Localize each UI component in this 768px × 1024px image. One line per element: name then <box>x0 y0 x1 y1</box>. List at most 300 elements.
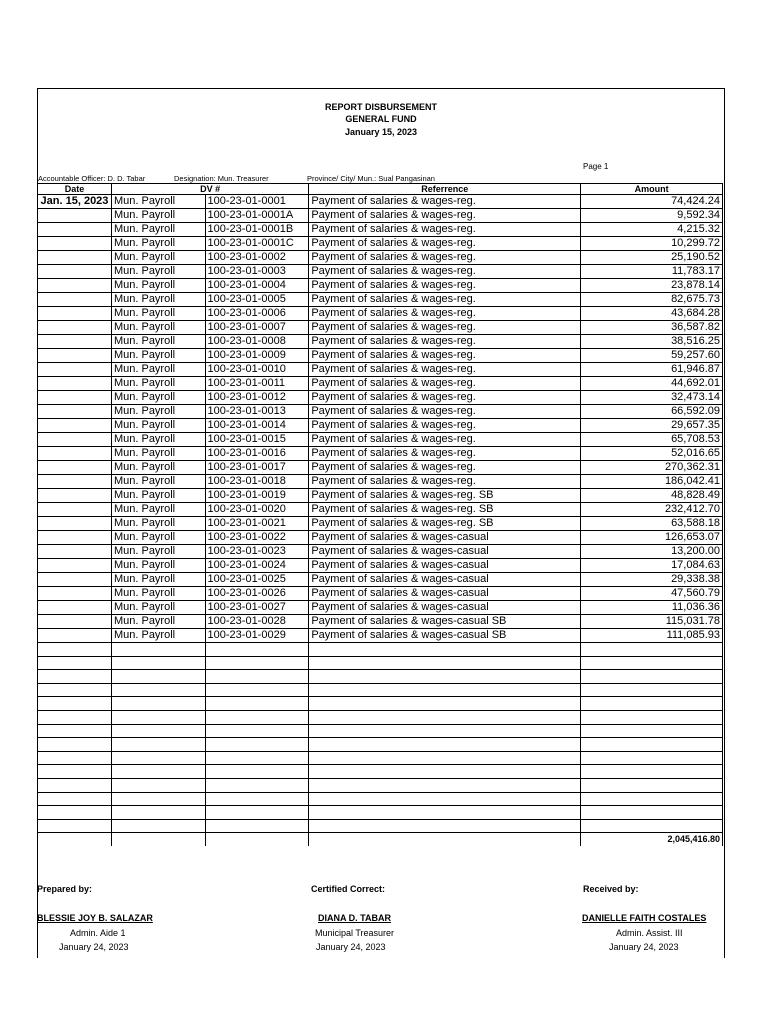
amount-cell: 11,036.36 <box>581 601 723 615</box>
amount-cell: 126,653.07 <box>581 531 723 545</box>
reference-cell: Payment of salaries & wages-reg. <box>309 405 581 419</box>
total-row <box>38 833 723 847</box>
table-row <box>38 545 723 559</box>
reference-cell: Payment of salaries & wages-reg. <box>309 209 581 223</box>
date-cell <box>38 307 112 321</box>
dv-number-cell: 100-23-01-0001 <box>205 195 309 209</box>
empty-cell <box>38 751 112 765</box>
empty-cell <box>38 738 112 752</box>
certified-title: Municipal Treasurer <box>315 928 395 938</box>
reference-cell: Payment of salaries & wages-casual <box>309 559 581 573</box>
empty-cell <box>581 792 723 806</box>
dv-number-cell: 100-23-01-0016 <box>205 447 309 461</box>
table-row <box>38 307 723 321</box>
empty-cell <box>581 806 723 820</box>
payee-cell: Mun. Payroll <box>111 447 205 461</box>
table-row <box>38 209 723 223</box>
empty-cell <box>111 792 205 806</box>
date-cell <box>38 489 112 503</box>
dv-number-cell: 100-23-01-0029 <box>205 629 309 643</box>
empty-row <box>38 738 723 752</box>
amount-cell: 11,783.17 <box>581 265 723 279</box>
empty-cell <box>205 724 309 738</box>
table-body <box>38 195 723 847</box>
empty-cell <box>38 792 112 806</box>
header-date: Date <box>38 184 112 195</box>
table-row <box>38 195 723 209</box>
date-cell <box>38 573 112 587</box>
amount-cell: 38,516.25 <box>581 335 723 349</box>
date-cell <box>38 293 112 307</box>
amount-cell: 43,684.28 <box>581 307 723 321</box>
date-cell <box>38 391 112 405</box>
empty-cell <box>581 738 723 752</box>
empty-cell <box>205 656 309 670</box>
reference-cell: Payment of salaries & wages-reg. <box>309 349 581 363</box>
amount-cell: 65,708.53 <box>581 433 723 447</box>
dv-number-cell: 100-23-01-0015 <box>205 433 309 447</box>
table-row <box>38 601 723 615</box>
reference-cell: Payment of salaries & wages-reg. <box>309 279 581 293</box>
empty-cell <box>38 724 112 738</box>
reference-cell: Payment of salaries & wages-casual <box>309 545 581 559</box>
empty-cell <box>205 792 309 806</box>
empty-cell <box>38 670 112 684</box>
empty-cell <box>309 751 581 765</box>
amount-cell: 4,215.32 <box>581 223 723 237</box>
empty-row <box>38 724 723 738</box>
date-cell <box>38 405 112 419</box>
table-row <box>38 223 723 237</box>
empty-cell <box>581 643 723 657</box>
empty-cell <box>111 724 205 738</box>
date-cell <box>38 335 112 349</box>
amount-cell: 29,338.38 <box>581 573 723 587</box>
table-row <box>38 461 723 475</box>
empty-cell <box>205 738 309 752</box>
certified-date: January 24, 2023 <box>316 942 386 952</box>
reference-cell: Payment of salaries & wages-reg. <box>309 475 581 489</box>
date-cell <box>38 265 112 279</box>
empty-cell <box>309 819 581 833</box>
prepared-by-title: Admin. Aide 1 <box>70 928 126 938</box>
table-row <box>38 405 723 419</box>
empty-cell <box>111 738 205 752</box>
empty-cell <box>309 778 581 792</box>
reference-cell: Payment of salaries & wages-casual SB <box>309 615 581 629</box>
empty-row <box>38 778 723 792</box>
date-cell <box>38 419 112 433</box>
page-number: Page 1 <box>583 162 609 171</box>
amount-cell: 23,878.14 <box>581 279 723 293</box>
amount-cell: 9,592.34 <box>581 209 723 223</box>
total-spacer-cell <box>205 833 309 847</box>
date-cell <box>38 209 112 223</box>
table-row <box>38 531 723 545</box>
received-by-name: DANIELLE FAITH COSTALES <box>582 913 707 923</box>
dv-number-cell: 100-23-01-0001B <box>205 223 309 237</box>
prepared-by-date: January 24, 2023 <box>59 942 129 952</box>
payee-cell: Mun. Payroll <box>111 335 205 349</box>
empty-cell <box>205 751 309 765</box>
amount-cell: 32,473.14 <box>581 391 723 405</box>
empty-cell <box>581 819 723 833</box>
empty-cell <box>581 751 723 765</box>
empty-row <box>38 819 723 833</box>
received-by-title: Admin. Assist. III <box>616 928 683 938</box>
date-cell <box>38 223 112 237</box>
reference-cell: Payment of salaries & wages-reg. <box>309 321 581 335</box>
reference-cell: Payment of salaries & wages-casual <box>309 531 581 545</box>
total-amount: 2,045,416.80 <box>581 833 723 847</box>
payee-cell: Mun. Payroll <box>111 517 205 531</box>
dv-number-cell: 100-23-01-0021 <box>205 517 309 531</box>
dv-number-cell: 100-23-01-0024 <box>205 559 309 573</box>
table-row <box>38 251 723 265</box>
empty-row <box>38 656 723 670</box>
reference-cell: Payment of salaries & wages-reg. <box>309 307 581 321</box>
date-cell <box>38 587 112 601</box>
empty-cell <box>111 710 205 724</box>
empty-cell <box>205 643 309 657</box>
empty-cell <box>111 806 205 820</box>
empty-cell <box>205 819 309 833</box>
total-spacer-cell <box>309 833 581 847</box>
reference-cell: Payment of salaries & wages-casual <box>309 601 581 615</box>
empty-cell <box>581 724 723 738</box>
reference-cell: Payment of salaries & wages-reg. <box>309 251 581 265</box>
amount-cell: 111,085.93 <box>581 629 723 643</box>
payee-cell: Mun. Payroll <box>111 209 205 223</box>
reference-cell: Payment of salaries & wages-reg. SB <box>309 517 581 531</box>
date-cell <box>38 349 112 363</box>
empty-cell <box>309 643 581 657</box>
payee-cell: Mun. Payroll <box>111 391 205 405</box>
empty-cell <box>581 670 723 684</box>
table-row <box>38 489 723 503</box>
table-row <box>38 265 723 279</box>
empty-cell <box>111 765 205 779</box>
date-cell <box>38 559 112 573</box>
table-row <box>38 335 723 349</box>
empty-cell <box>111 697 205 711</box>
reference-cell: Payment of salaries & wages-reg. <box>309 195 581 209</box>
dv-number-cell: 100-23-01-0017 <box>205 461 309 475</box>
designation-label: Designation: Mun. Treasurer <box>174 174 269 183</box>
date-cell <box>38 461 112 475</box>
payee-cell: Mun. Payroll <box>111 461 205 475</box>
dv-number-cell: 100-23-01-0019 <box>205 489 309 503</box>
payee-cell: Mun. Payroll <box>111 223 205 237</box>
empty-cell <box>38 806 112 820</box>
table-row <box>38 279 723 293</box>
payee-cell: Mun. Payroll <box>111 629 205 643</box>
empty-cell <box>205 806 309 820</box>
amount-cell: 59,257.60 <box>581 349 723 363</box>
dv-number-cell: 100-23-01-0020 <box>205 503 309 517</box>
dv-number-cell: 100-23-01-0022 <box>205 531 309 545</box>
amount-cell: 115,031.78 <box>581 615 723 629</box>
date-cell <box>38 363 112 377</box>
table-row <box>38 419 723 433</box>
header-dv: DV # <box>111 184 308 195</box>
payee-cell: Mun. Payroll <box>111 573 205 587</box>
amount-cell: 48,828.49 <box>581 489 723 503</box>
amount-cell: 82,675.73 <box>581 293 723 307</box>
dv-number-cell: 100-23-01-0027 <box>205 601 309 615</box>
report-title: REPORT DISBURSEMENT <box>324 102 437 112</box>
received-by-date: January 24, 2023 <box>609 942 679 952</box>
empty-cell <box>581 778 723 792</box>
prepared-by-label: Prepared by: <box>37 884 93 894</box>
payee-cell: Mun. Payroll <box>111 349 205 363</box>
empty-cell <box>111 778 205 792</box>
payee-cell: Mun. Payroll <box>111 587 205 601</box>
dv-number-cell: 100-23-01-0012 <box>205 391 309 405</box>
payee-cell: Mun. Payroll <box>111 531 205 545</box>
date-cell <box>38 251 112 265</box>
amount-cell: 52,016.65 <box>581 447 723 461</box>
prepared-by-name: BLESSIE JOY B. SALAZAR <box>37 913 153 923</box>
date-cell <box>38 531 112 545</box>
table-row <box>38 475 723 489</box>
table-row <box>38 377 723 391</box>
dv-number-cell: 100-23-01-0006 <box>205 307 309 321</box>
empty-row <box>38 643 723 657</box>
empty-cell <box>205 697 309 711</box>
empty-cell <box>581 710 723 724</box>
officer-label: Accountable Officer: D. D. Tabar <box>38 174 146 183</box>
empty-cell <box>309 738 581 752</box>
payee-cell: Mun. Payroll <box>111 559 205 573</box>
date-cell <box>38 615 112 629</box>
date-cell <box>38 377 112 391</box>
reference-cell: Payment of salaries & wages-casual <box>309 573 581 587</box>
date-cell: Jan. 15, 2023 <box>38 195 112 209</box>
empty-cell <box>38 656 112 670</box>
table-row <box>38 433 723 447</box>
empty-row <box>38 765 723 779</box>
payee-cell: Mun. Payroll <box>111 615 205 629</box>
table-row <box>38 517 723 531</box>
empty-cell <box>111 670 205 684</box>
payee-cell: Mun. Payroll <box>111 601 205 615</box>
reference-cell: Payment of salaries & wages-reg. <box>309 377 581 391</box>
amount-cell: 232,412.70 <box>581 503 723 517</box>
empty-cell <box>309 670 581 684</box>
table-row <box>38 587 723 601</box>
reference-cell: Payment of salaries & wages-casual <box>309 587 581 601</box>
empty-row <box>38 683 723 697</box>
payee-cell: Mun. Payroll <box>111 545 205 559</box>
empty-row <box>38 670 723 684</box>
payee-cell: Mun. Payroll <box>111 405 205 419</box>
dv-number-cell: 100-23-01-0010 <box>205 363 309 377</box>
date-cell <box>38 447 112 461</box>
payee-cell: Mun. Payroll <box>111 237 205 251</box>
dv-number-cell: 100-23-01-0018 <box>205 475 309 489</box>
empty-cell <box>205 765 309 779</box>
empty-cell <box>309 792 581 806</box>
amount-cell: 13,200.00 <box>581 545 723 559</box>
dv-number-cell: 100-23-01-0011 <box>205 377 309 391</box>
empty-cell <box>111 656 205 670</box>
table-row <box>38 503 723 517</box>
empty-cell <box>111 643 205 657</box>
dv-number-cell: 100-23-01-0002 <box>205 251 309 265</box>
disbursement-table <box>37 183 723 846</box>
amount-cell: 186,042.41 <box>581 475 723 489</box>
total-spacer-cell <box>111 833 205 847</box>
amount-cell: 29,657.35 <box>581 419 723 433</box>
reference-cell: Payment of salaries & wages-reg. <box>309 363 581 377</box>
dv-number-cell: 100-23-01-0004 <box>205 279 309 293</box>
fund-title: GENERAL FUND <box>345 114 417 124</box>
reference-cell: Payment of salaries & wages-reg. <box>309 265 581 279</box>
empty-cell <box>581 765 723 779</box>
date-cell <box>38 503 112 517</box>
amount-cell: 47,560.79 <box>581 587 723 601</box>
empty-cell <box>309 806 581 820</box>
payee-cell: Mun. Payroll <box>111 279 205 293</box>
amount-cell: 25,190.52 <box>581 251 723 265</box>
empty-cell <box>309 710 581 724</box>
amount-cell: 36,587.82 <box>581 321 723 335</box>
payee-cell: Mun. Payroll <box>111 293 205 307</box>
table-row <box>38 559 723 573</box>
dv-number-cell: 100-23-01-0001A <box>205 209 309 223</box>
amount-cell: 10,299.72 <box>581 237 723 251</box>
empty-cell <box>111 819 205 833</box>
empty-cell <box>581 683 723 697</box>
empty-cell <box>38 765 112 779</box>
empty-cell <box>309 765 581 779</box>
date-cell <box>38 601 112 615</box>
dv-number-cell: 100-23-01-0014 <box>205 419 309 433</box>
empty-cell <box>38 819 112 833</box>
dv-number-cell: 100-23-01-0008 <box>205 335 309 349</box>
province-label: Province/ City/ Mun.: Sual Pangasinan <box>307 174 435 183</box>
table-row <box>38 615 723 629</box>
date-cell <box>38 433 112 447</box>
empty-cell <box>205 778 309 792</box>
payee-cell: Mun. Payroll <box>111 251 205 265</box>
reference-cell: Payment of salaries & wages-reg. <box>309 419 581 433</box>
reference-cell: Payment of salaries & wages-reg. SB <box>309 489 581 503</box>
table-row <box>38 237 723 251</box>
empty-row <box>38 806 723 820</box>
dv-number-cell: 100-23-01-0028 <box>205 615 309 629</box>
reference-cell: Payment of salaries & wages-reg. <box>309 447 581 461</box>
empty-cell <box>38 778 112 792</box>
amount-cell: 270,362.31 <box>581 461 723 475</box>
payee-cell: Mun. Payroll <box>111 419 205 433</box>
dv-number-cell: 100-23-01-0025 <box>205 573 309 587</box>
empty-cell <box>111 683 205 697</box>
date-cell <box>38 279 112 293</box>
table-row <box>38 629 723 643</box>
empty-cell <box>38 683 112 697</box>
empty-row <box>38 792 723 806</box>
dv-number-cell: 100-23-01-0003 <box>205 265 309 279</box>
empty-cell <box>38 710 112 724</box>
payee-cell: Mun. Payroll <box>111 489 205 503</box>
amount-cell: 74,424.24 <box>581 195 723 209</box>
date-cell <box>38 237 112 251</box>
amount-cell: 17,084.63 <box>581 559 723 573</box>
table-row <box>38 391 723 405</box>
table-row <box>38 573 723 587</box>
payee-cell: Mun. Payroll <box>111 475 205 489</box>
certified-name: DIANA D. TABAR <box>318 913 391 923</box>
table-header-row <box>38 184 723 195</box>
payee-cell: Mun. Payroll <box>111 433 205 447</box>
total-spacer-cell <box>38 833 112 847</box>
date-cell <box>38 517 112 531</box>
payee-cell: Mun. Payroll <box>111 307 205 321</box>
amount-cell: 44,692.01 <box>581 377 723 391</box>
payee-cell: Mun. Payroll <box>111 195 205 209</box>
empty-cell <box>309 683 581 697</box>
amount-cell: 61,946.87 <box>581 363 723 377</box>
empty-cell <box>205 670 309 684</box>
reference-cell: Payment of salaries & wages-reg. <box>309 223 581 237</box>
payee-cell: Mun. Payroll <box>111 321 205 335</box>
header-amount: Amount <box>581 184 723 195</box>
reference-cell: Payment of salaries & wages-reg. <box>309 293 581 307</box>
payee-cell: Mun. Payroll <box>111 265 205 279</box>
dv-number-cell: 100-23-01-0026 <box>205 587 309 601</box>
dv-number-cell: 100-23-01-0023 <box>205 545 309 559</box>
dv-number-cell: 100-23-01-0001C <box>205 237 309 251</box>
empty-row <box>38 697 723 711</box>
empty-cell <box>309 724 581 738</box>
date-cell <box>38 545 112 559</box>
empty-cell <box>38 697 112 711</box>
table-row <box>38 447 723 461</box>
empty-row <box>38 751 723 765</box>
empty-cell <box>309 697 581 711</box>
table-row <box>38 363 723 377</box>
empty-cell <box>581 656 723 670</box>
empty-cell <box>38 643 112 657</box>
reference-cell: Payment of salaries & wages-reg. SB <box>309 503 581 517</box>
table-row <box>38 349 723 363</box>
date-cell <box>38 629 112 643</box>
report-page <box>37 88 725 958</box>
amount-cell: 66,592.09 <box>581 405 723 419</box>
dv-number-cell: 100-23-01-0009 <box>205 349 309 363</box>
reference-cell: Payment of salaries & wages-reg. <box>309 433 581 447</box>
header-reference: Referrence <box>309 184 581 195</box>
empty-cell <box>111 751 205 765</box>
payee-cell: Mun. Payroll <box>111 377 205 391</box>
reference-cell: Payment of salaries & wages-casual SB <box>309 629 581 643</box>
dv-number-cell: 100-23-01-0013 <box>205 405 309 419</box>
empty-cell <box>205 683 309 697</box>
dv-number-cell: 100-23-01-0007 <box>205 321 309 335</box>
report-date: January 15, 2023 <box>344 127 418 137</box>
received-by-label: Received by: <box>583 884 639 894</box>
date-cell <box>38 321 112 335</box>
reference-cell: Payment of salaries & wages-reg. <box>309 237 581 251</box>
certified-correct-label: Certified Correct: <box>311 884 386 894</box>
empty-cell <box>205 710 309 724</box>
payee-cell: Mun. Payroll <box>111 363 205 377</box>
table-row <box>38 321 723 335</box>
amount-cell: 63,588.18 <box>581 517 723 531</box>
reference-cell: Payment of salaries & wages-reg. <box>309 335 581 349</box>
